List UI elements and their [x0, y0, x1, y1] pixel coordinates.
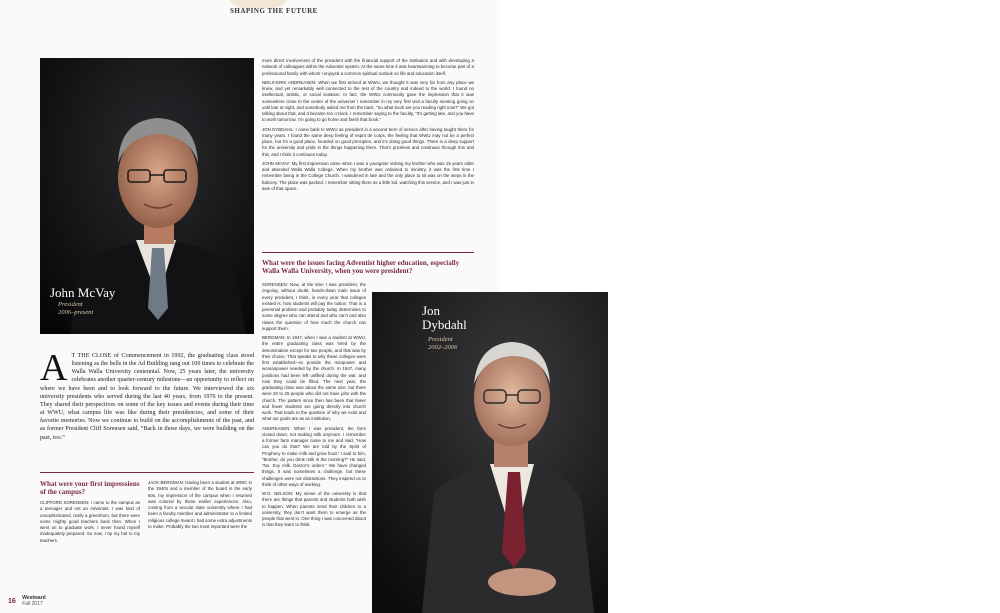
question-inspiration-heading: What inspired you most and sustained you during your years as president? — [755, 439, 859, 464]
issue-date: Fall 2017 — [957, 600, 978, 607]
paragraph: BERGMAN: When I arrived on campus I found a million dollar shortfall in the budget, as a result of a sharp decline in enrollment. When I left, there was a million dollars in the budget that was not committed to anything and more than 200 students over the number of four years earlier. These changes came about in a large part by the establishment of procedural programs for student recruitment and retention and for financial development. The success of these programs was the result of the cooperation of faculty, staff, and administration. I learned a great deal about the challenges a president faces in serving a series of constituencies—faculty, students, staff, parents, board, and church leadership and members. Any statement or decision a president makes will likely please some and just as likely displease others. — [525, 117, 737, 166]
paragraph: SORENSEN: During my time, we lost Columbia Auditorium, a real blow because many of us graduated there, many alumni had been married there, and we all remembered attending programs there. It had a history and an ambience that spoke to the heart of the institution. But we also constructed the new IT building, and we built it with a lot of do-it-yourself resources. I remember faculty pouring concrete and hauling bricks to build that building. — [525, 82, 737, 113]
mcvay-name: John McVay — [50, 285, 116, 300]
dybdahl-title — [428, 336, 457, 352]
bergman-title — [856, 266, 885, 282]
magazine-info — [22, 596, 46, 607]
paragraph: McVAY: One thing that has unfolded fairly dramatically has been the burgeoning of technology and with it the democratization and individualization of that technology. Many of us have smart phones and are on these amazing social networks, and that has brought some interesting issues for higher education, such as the role of online education and how it compares to a full residential experience. At the beginning of my presidency, we would never have imagined using our phones as a portal for education. Now it is commonplace. — [525, 48, 737, 79]
paragraph: W.G. NELSON: My sense of the university is that there are things that parents and students both wish to happen. When parents send their children to a university, they don’t want them to emerge as the people that went in. One thing I was concerned about is that they learn to think — [262, 491, 366, 528]
intro-paragraph — [40, 347, 254, 442]
magazine-name: Westward — [22, 595, 46, 601]
paragraph: ANDREASEN: When I was president, the farm closed down, not making milk anymore. I remember a former farm manager came to me and said, “How can you do that? We are told by the Spirit of Prophecy to make milk and grow food.” I said to him, “Brother, do you drink milk in the morning?” He said, “No. Soy milk. Doctor’s orders.” We have changed things. It was sometimes a challenge, but these challenges were not distractions. They inspired us to think of other ways of working. — [262, 425, 366, 487]
paragraph: The faculty connection was still in my blood, and I felt the WWU family accepted me as a colleague, not just an administrator. I would be stopped on the sidewalk by a Loren Dickinson or a Donnie Rigby from communications for a conversation about ideas. The centennial celebration in 1992 brought reflection and hope at the same time. I was impressed that the founders of the school decided to build a full-fledged college “out where the west winds blow.” It was brave and it is a legacy worth emulating and preserving. — [866, 304, 976, 366]
paragraph: McVAY: There are moments of being with real, live WWU students, listening to them and experiencing their lives, being able to be a part of their rich lives and see what this education means to them. An honors class on the Gospel of Mark that I learn-teach with Bev Beem provides one such occasion for me. Another comes from Friday — [866, 416, 976, 459]
bergman-photo — [758, 0, 1000, 292]
dybdahl-photo — [372, 292, 608, 613]
right-footer — [954, 596, 992, 607]
right-page-column-3-top — [755, 304, 859, 426]
right-page-column-4 — [866, 304, 976, 590]
mcvay-years: 2006–present — [58, 309, 94, 317]
drop-cap: A — [40, 347, 68, 389]
paragraph: more direct involvement of the president with the financial support of the institution and with developing a network of colleagues within the Adventist system. At the same time it was heartwarming to become part of a professional family with whom I enjoyed a common spiritual outlook on life and education itself. — [262, 58, 474, 76]
magazine-info — [954, 596, 978, 607]
section-label: SHAPING THE FUTURE — [230, 7, 318, 15]
bergman-portrait-image — [758, 0, 1000, 292]
left-page-column-mid — [262, 282, 366, 588]
paragraph: CLIFFORD SORENSEN: I came to the campus as a teenager and not an Adventist. I was kind of unsophisticated, really a greenhorn, but there were some mighty good teachers back then. When I went on to graduate work, I never found myself inadequately prepared. So now, I tip my hat to my teachers. — [40, 500, 140, 543]
intro-text: T THE CLOSE of Commencement in 1992, the graduating class stood listening as the bells in the Ad Building rang out 100 times to celebrate the Walla Walla University centennial. Now, 25 years later, the university celebrates another quarter-century milestone—an opportunity to reflect on where we have been and to look forward to the future. We interviewed the six university presidents who served during the last 40 years, from 1976 to the present. They shared their perspectives on some of the key issues and events during their time at WWU, what campus life was like during their presidencies, and some of their favorite memories. Now we continue to build on the accomplishments of the past, and as former President Cliff Sorensen said, “Back in those days, we were building on the past, too.” — [40, 353, 254, 441]
paragraph: DYBDAHL: I had some physical challenges when I began at WWU, a recurrence of cancer. I have this picture in my mind of the cabinet members with crazy hats. They knew that I was going to lose my hair from chemotherapy. I found that the humor lifted my spirits, and the kindness and sensitivity of my colleagues was very meaningful. — [866, 369, 976, 412]
magazine-name: Westward — [954, 595, 978, 601]
paragraph: DYBDAHL: I sensed that there was an openness at WWU and maybe a hunger for the spiritual life. I had little cards printed, “Pray for Walla Walla.” There were maybe people who chuckled about that, but many said, “We appreciate that kind of thing.” Whatever happens at WWU, we need prayer. We need God’s presence and God’s guidance. That was important to me, and I think it was to the campus. — [525, 20, 737, 45]
paragraph: sure that there is an awareness of how hard faculty work, of the kinds of things that they do of the level or the depth of their commitment to the church and what it stands for. — [755, 304, 859, 328]
paragraph: McVAY: The one topic that has emerged strongly during this time and will remain with us, for lack of a better term, is sexual ethics or sexual identity issues and the proper way for a Christian higher education campus—and the same at the Adventist campus—to relate to those issues. Certainly in terms of controversy that’s a pretty significant suite of issues. — [755, 332, 859, 375]
question-first-impressions-heading: What were your first impressions of the campus? — [40, 480, 140, 497]
right-page-column-top — [525, 5, 737, 305]
paragraph: JOHN McVAY: My first impression came when I was a youngster visiting my brother who was 15 years older and attended Walla Walla College. When my brother was ordained to ministry, it was the first time I remember being in the College Church. I wandered in late and the only place to sit was on the steps in the balcony. The place was packed. I remember sitting there as a little kid, watching this service, and I was just in awe of that space. — [262, 160, 474, 191]
paragraph: JACK BERGMAN: Having been a student at WWC in the 1940s and a member of the board in the early 80s, my impression of the campus when I returned was colored by these earlier experiences. Also, coming from a secular state university where I had been a faculty member and administrator to a limited religious college meant I had some extra adjustments to make. Probably the two most important were the — [148, 480, 252, 529]
question-rule — [40, 472, 254, 473]
paragraph: BERGMAN: I appreciated our theology staff. They were not only a supportive group, but they managed to avoid the harshness that some people have in dealing with disagreements. The theology staff were excellent examples of how to deal with the issues of the day and how to deal with people who need help and understanding. — [755, 466, 859, 509]
right-page-column-3-bottom — [755, 466, 859, 590]
paragraph: NIELS-ERIK ANDREASEN: When we first arrived at WWU, we thought it was very far from any place we knew, and yet remarkably well connected to the rest of the country and indeed to the world. I found no intellectual, artistic, or social isolation. In fact, the WWU community gave the impression that it was somewhere close to the center of the universe! I remember in my very first visit a faculty meeting going on until late at night, and somebody asked me from the back, “So what book are you reading right now?” We got talking about that, and it became ten o’clock. I remember saying to the faculty, “It’s getting late, and you have to work tomorrow. I’m going to go home and finish that book.” — [262, 79, 474, 123]
bergman-years: 1985–1990 — [856, 274, 886, 282]
dybdahl-name: Jon Dybdahl — [422, 303, 467, 332]
issue-date: Fall 2017 — [22, 600, 43, 607]
bergman-name: H. Jack Bergman ’48 — [838, 237, 928, 266]
paragraph: SORENSEN: Now, at the time I was president, the ongoing, without doubt, hands-down main issue of every president, I think, in every year that colleges existed is, how students will pay the tuition. That is a perennial problem and probably today determines to some degree who can attend and who can’t and also raises the question of how much the church can support them. — [262, 282, 366, 331]
dybdahl-portrait-image — [372, 292, 608, 613]
mcvay-photo — [40, 58, 254, 334]
paragraph: NELSON: I view education as a calling. In the church there’s a perception that having an educated church population has been of infinite value. It’s a privilege to be involved in church higher education, but I’m not — [612, 426, 714, 457]
bergman-role: President — [856, 266, 881, 273]
left-page-column-bottom-1 — [40, 500, 140, 588]
left-footer — [8, 596, 46, 607]
mcvay-role: President — [58, 301, 83, 308]
question-rule — [262, 252, 474, 253]
mcvay-title — [58, 301, 93, 317]
dybdahl-years: 2002–2006 — [428, 344, 458, 352]
left-page-column-bottom-2 — [148, 480, 252, 588]
question-issues-heading: What were the issues facing Adventist higher education, especially Walla Walla University, when you were president? — [262, 259, 460, 276]
page-number: 16 — [8, 598, 16, 605]
paragraph: DYBDAHL: It was touch and go the whole way, but we finally got the name changed from College to University. The actual official name-change took place a month after I left office, but the very day I was leaving office, it was voted by the constituency. It was a challenge because there were many ideas about what the name should be. I wasn’t sure it was going to happen until the very end, but lo and behold, it did. — [612, 367, 714, 423]
left-page-column-top — [262, 58, 474, 243]
question-rule — [755, 432, 859, 433]
page-number: 17 — [984, 598, 992, 605]
paragraph: ANDREASEN: During my time at WWU the cost of one year in college passed $10,000, and we thought the world would soon come to an end. But it was a transition and we made it, got ten years of regional accreditation, and enjoyed a period of confidence that this would work for us and the institution would prosper, despite financial issues in the farm and dairy. And we were right. The college prospered and became a university along the way. — [612, 308, 714, 363]
paragraph: for themselves and think critically always within a context that they honor other thought traditions with which they might disagree. — [525, 5, 737, 17]
paragraph: ANDREASEN: I came to WWU from being a dean for one year and a faculty member for some 20 years. — [755, 512, 859, 524]
paragraph: BERGMAN: In 1947, when I was a student at WWU, the entire graduating class was hired by the denomination except for two people, and that was by their choice. That speaks to why these colleges were first established—to provide the manpower and womanpower needed by the church. In 1947, many positions had been left unfilled during the war, and now they could be filled. The next year, the graduating class was about the same size, but there were 20 to 25 people who did not have jobs with the church. The pattern since then has been that fewer and fewer students are going directly into church work. That leads to the question of why we exist and what our goals are as an institution. — [262, 335, 366, 422]
paragraph: JON DYBDAHL: I came back to WWU as president in a second term of service after having taught there for many years. I found the same deep feeling of esprit de corps, the feeling that WWU may not be a perfect place, but it’s a good place, founded on good principles, and it’s doing good things. There is a deep support for the university and pride in the things happening there. That’s priceless and continues through this and this, and I think it continues today. — [262, 126, 474, 157]
dybdahl-role: President — [428, 336, 453, 343]
right-page-column-mid — [612, 308, 714, 598]
